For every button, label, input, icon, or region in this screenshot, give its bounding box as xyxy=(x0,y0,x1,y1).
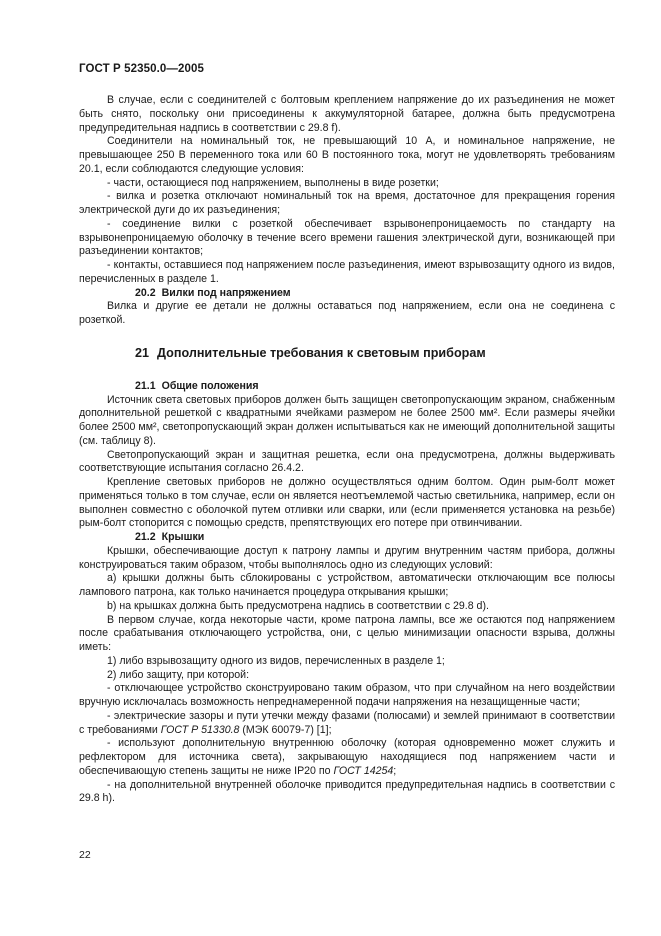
paragraph: b) на крышках должна быть предусмотрена надпись в соответствии с 29.8 d). xyxy=(107,599,489,612)
heading-number: 20.2 xyxy=(135,286,156,299)
paragraph: - на дополнительной внутренней оболочке приводится предупредительная надпись в соответствии с 29.8 h). xyxy=(79,778,615,805)
paragraph: Крышки, обеспечивающие доступ к патрону лампы и другим внутренним частям прибора, должны конструироваться таким образом, чтобы выполнялось одно из следующих условий: xyxy=(79,544,615,571)
heading-text: Дополнительные требования к световым приборам xyxy=(157,345,486,360)
paragraph: Вилка и другие ее детали не должны оставаться под напряжением, если она не соединена с розеткой. xyxy=(79,300,615,326)
heading-text: Крышки xyxy=(161,531,205,543)
subsection-heading xyxy=(79,380,615,394)
paragraph: Крепление световых приборов не должно осуществляться одним болтом. Один рым-болт может применяться только в том случае, если он является неотъемлемой частью светильника, например, если он выполнен совместно с оболочкой путем отливки или сварки, или (если применяется установка на резьбе) рым-болт стопорится с помощью средств, препятствующих его потере при отвинчивании. xyxy=(79,476,615,530)
paragraph: a) крышки должны быть сблокированы с устройством, автоматически отключающим все полюсы лампового патрона, как только начинается процедура открывания крышки; xyxy=(79,572,615,598)
text-run: - электрические зазоры и пути утечки между фазами (полюсами) и землей принимают в соответствии с требованиями xyxy=(79,709,615,736)
paragraph: 2) либо защиту, при которой: xyxy=(107,668,250,681)
document-body xyxy=(79,94,615,806)
paragraph: - части, остающиеся под напряжением, выполнены в виде розетки; xyxy=(107,176,439,189)
text-run: ; xyxy=(393,764,397,777)
subsection-heading xyxy=(79,287,615,301)
paragraph: - отключающее устройство сконструировано таким образом, что при случайном на него воздействии вручную исключалась возможность непреднамеренной подачи напряжения на незащищенные части; xyxy=(79,682,615,708)
paragraph: - контакты, оставшиеся под напряжением после разъединения, имеют взрывозащиту одного из видов, перечисленных в разделе 1. xyxy=(79,259,615,285)
text-run: (МЭК 60079-7) [1]; xyxy=(239,723,332,736)
standard-reference: ГОСТ 14254 xyxy=(333,764,394,777)
paragraph xyxy=(79,710,615,738)
standard-reference: ГОСТ Р 51330.8 xyxy=(160,723,240,736)
paragraph xyxy=(79,737,615,778)
paragraph: Источник света световых приборов должен быть защищен светопропускающим экраном, снабженным дополнительной решеткой с квадратными ячейками размером не более 2500 мм². Если размеры ячейки более 2500 мм², светопропускающий экран должен испытываться как не имеющий дополнительной защиты (см. таблицу 8). xyxy=(79,393,615,447)
paragraph: - соединение вилки с розеткой обеспечивает взрывонепроницаемость по стандарту на взрывонепроницаемую оболочку в течение всего времени гашения электрической дуги, возникающей при разъединении контактов; xyxy=(79,217,615,258)
paragraph: - вилка и розетка отключают номинальный ток на время, достаточное для прекращения горения электрической дуги до их разъединения; xyxy=(79,190,615,216)
paragraph: В случае, если с соединителей с болтовым креплением напряжение до их разъединения не может быть снято, поскольку они присоединены к аккумуляторной батарее, должна быть предусмотрена предупредительная надпись в соответствии с 29.8 f). xyxy=(79,94,615,134)
text-run: - используют дополнительную внутреннюю оболочку (которая одновременно может служить и рефлектором для источника света), закрывающую находящиеся под напряжением части и обеспечивающую степень защиты не ниже IP20 по xyxy=(79,737,615,777)
subsection-heading xyxy=(79,531,615,545)
section-heading xyxy=(79,345,615,361)
heading-number: 21 xyxy=(135,345,150,360)
page-number: 22 xyxy=(79,849,91,861)
heading-number: 21.1 xyxy=(135,379,156,392)
paragraph: 1) либо взрывозащиту одного из видов, перечисленных в разделе 1; xyxy=(107,654,445,667)
heading-number: 21.2 xyxy=(135,531,156,543)
paragraph: В первом случае, когда некоторые части, кроме патрона лампы, все же остаются под напряжением после срабатывания отключающего устройства, они, с целью минимизации опасности взрыва, должны иметь: xyxy=(79,613,615,653)
paragraph: Соединители на номинальный ток, не превышающий 10 А, и номинальное напряжение, не превышающее 250 В переменного тока или 60 В постоянного тока, могут не удовлетворять требованиям 20.1, если соблюдаются следующие условия: xyxy=(79,135,615,175)
heading-text: Общие положения xyxy=(161,379,259,392)
paragraph: Светопропускающий экран и защитная решетка, если она предусмотрена, должны выдерживать соответствующие испытания согласно 26.4.2. xyxy=(79,448,615,475)
heading-text: Вилки под напряжением xyxy=(161,286,291,299)
document-header: ГОСТ Р 52350.0—2005 xyxy=(79,63,204,75)
